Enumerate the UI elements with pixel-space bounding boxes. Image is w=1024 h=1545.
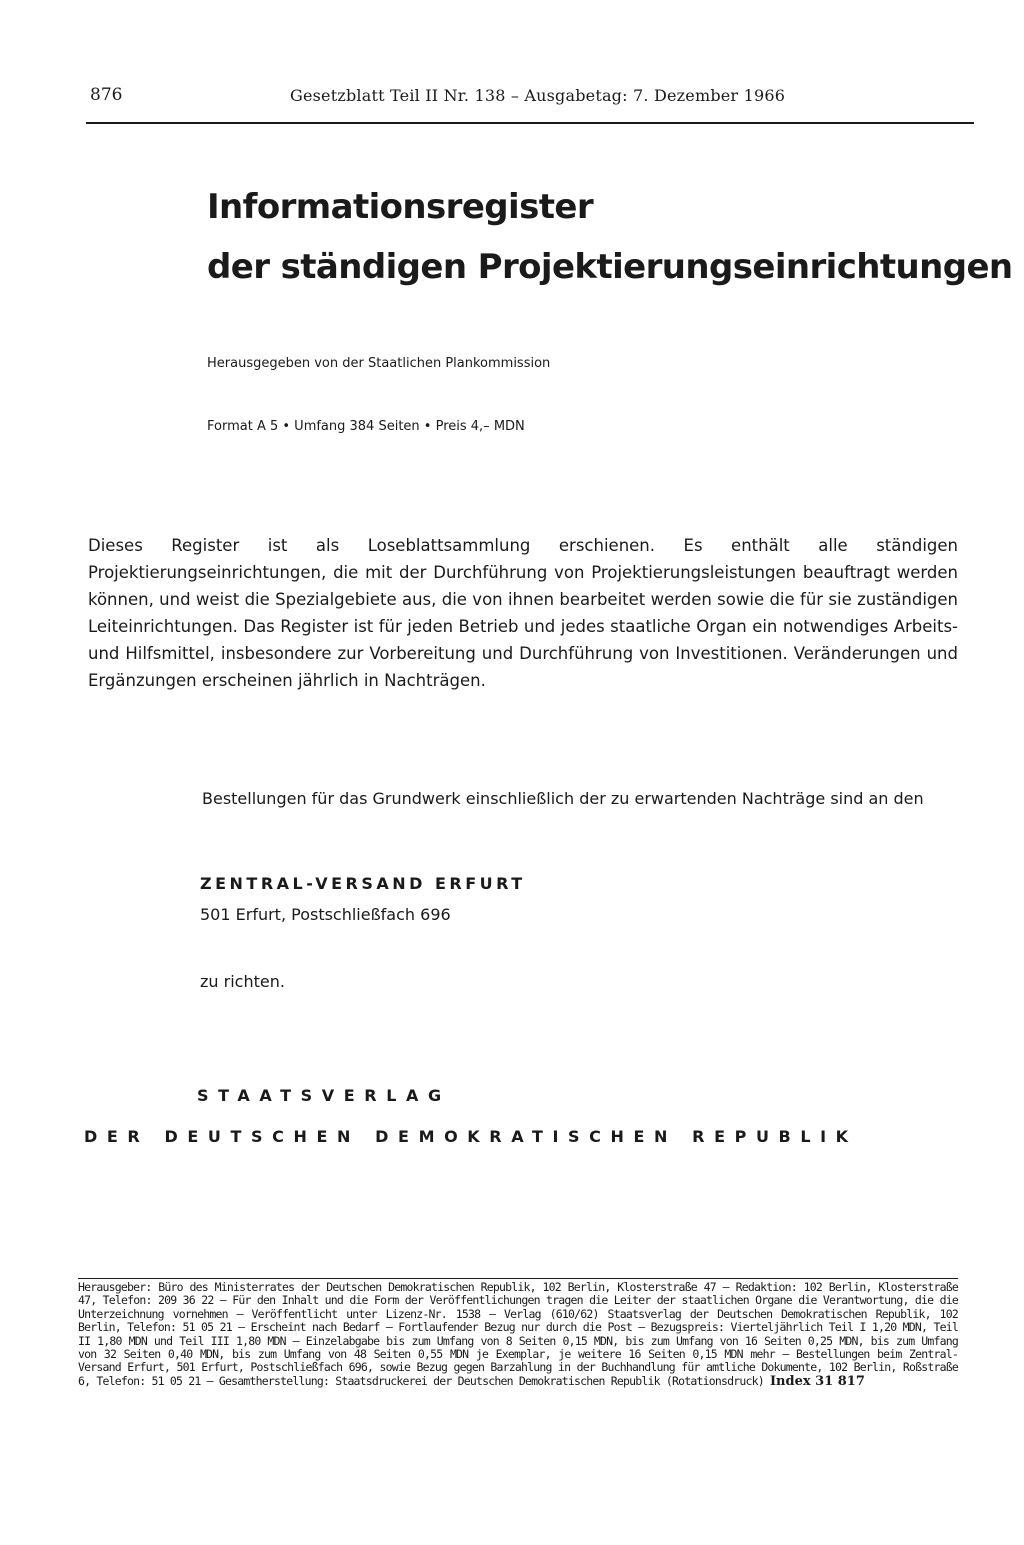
imprint [78, 1281, 958, 1388]
publisher-line-1: STAATSVERLAG [197, 1086, 451, 1105]
header-rule [86, 122, 974, 124]
imprint-rule [78, 1278, 958, 1279]
advert-title-line-2: der ständigen Projektierungseinrichtungen [207, 247, 1013, 287]
distributor-address: 501 Erfurt, Postschließfach 696 [200, 905, 451, 924]
order-instructions: Bestellungen für das Grundwerk einschließlich der zu erwartenden Nachträge sind an den [202, 789, 924, 808]
imprint-text: Herausgeber: Büro des Ministerrates der Deutschen Demokratischen Republik, 102 Berlin, Klosterstraße 47 – Redaktion: 102 Berlin, Klosterstraße 47, Telefon: 209 36 22 – Für den Inhalt und die Form der Veröffentlichungen tragen die Leiter der staatlichen Organe die Verantwortung, die die Unterzeichnung vornehmen – Veröffentlicht unter Lizenz-Nr. 1538 – Verlag (610/62) Staatsverlag der Deutschen Demokratischen Republik, 102 Berlin, Telefon: 51 05 21 – Erscheint nach Bedarf – Fortlaufender Bezug nur durch die Post – Bezugspreis: Vierteljährlich Teil I 1,20 MDN, Teil II 1,80 MDN und Teil III 1,80 MDN – Einzelabgabe bis zum Umfang von 8 Seiten 0,15 MDN, bis zum Umfang von 16 Seiten 0,25 MDN, bis zum Umfang von 32 Seiten 0,40 MDN, bis zum Umfang von 48 Seiten 0,55 MDN je Exemplar, je weitere 16 Seiten 0,15 MDN mehr – Bestellungen beim Zentral-Versand Erfurt, 501 Erfurt, Postschließfach 696, sowie Bezug gegen Barzahlung in der Buchhandlung für amtliche Dokumente, 102 Berlin, Roßstraße 6, Telefon: 51 05 21 – Gesamtherstellung: Staatsdruckerei der Deutschen Demokratischen Republik (Rotationsdruck) [78, 1280, 958, 1388]
page-number: 876 [90, 85, 123, 105]
advert-description: Dieses Register ist als Loseblattsammlung erschienen. Es enthält alle ständigen Projektierungseinrichtungen, die mit der Durchführung von Projektierungsleistungen beauftragt werden können, und weist die Spezialgebiete aus, die von ihnen bearbeitet werden sowie die für sie zuständigen Leiteinrichtungen. Das Register ist für jeden Betrieb und jedes staatliche Organ ein notwendiges Arbeits- und Hilfsmittel, insbesondere zur Vorbereitung und Durchführung von Investitionen. Veränderungen und Ergänzungen erscheinen jährlich in Nachträgen. [88, 536, 958, 690]
advert-title-line-1: Informationsregister [207, 187, 593, 227]
advert-publisher: Herausgegeben von der Staatlichen Plankommission [207, 356, 551, 371]
publisher-line-2: DER DEUTSCHEN DEMOKRATISCHEN REPUBLIK [84, 1127, 858, 1146]
order-closing: zu richten. [200, 972, 285, 991]
imprint-index: Index 31 817 [769, 1373, 865, 1389]
running-title: Gesetzblatt Teil II Nr. 138 – Ausgabetag: 7. Dezember 1966 [290, 86, 786, 105]
advert-format-line: Format A 5 • Umfang 384 Seiten • Preis 4,– MDN [207, 419, 525, 434]
distributor-name: ZENTRAL-VERSAND ERFURT [200, 874, 526, 893]
